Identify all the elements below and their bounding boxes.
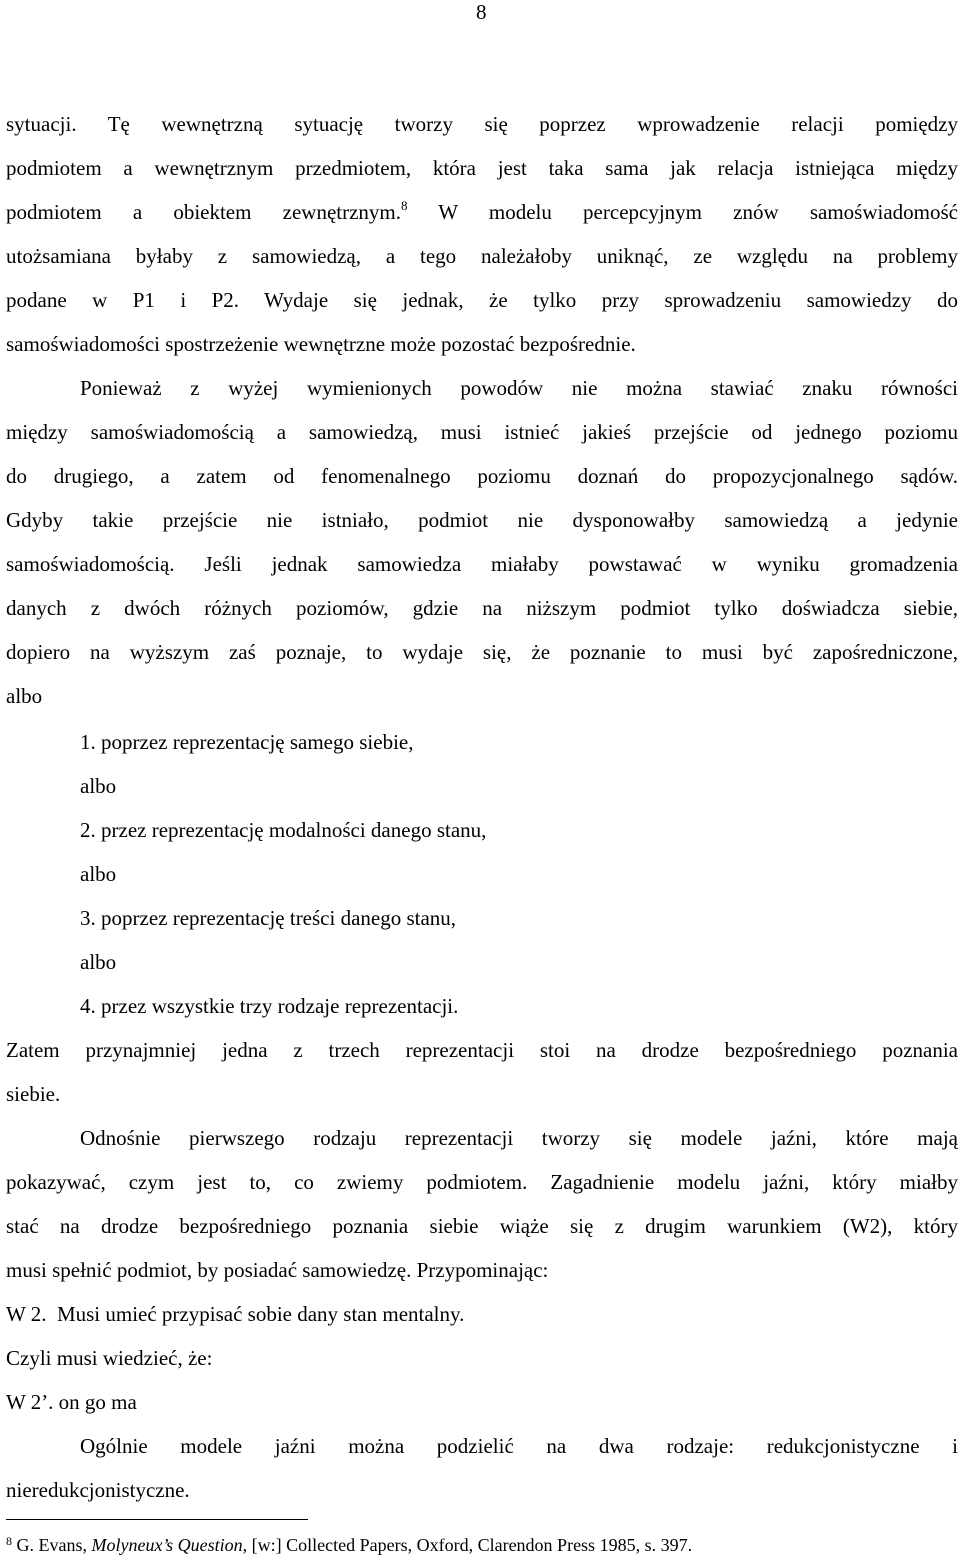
text-line: podmiotem a wewnętrznym przedmiotem, która jest taka sama jak relacja istniejąca między (6, 156, 958, 180)
text-segment: podmiotem a obiektem zewnętrznym. (6, 200, 401, 224)
text-line: pokazywać, czym jest to, co zwiemy podmiotem. Zagadnienie modelu jaźni, który miałby (6, 1170, 958, 1194)
list-connector: albo (80, 862, 117, 886)
text-line: danych z dwóch różnych poziomów, gdzie na niższym podmiot tylko doświadcza siebie, (6, 596, 958, 620)
list-item: 2. przez reprezentację modalności danego stanu, (80, 818, 487, 842)
text-line: samoświadomości spostrzeżenie wewnętrzne może pozostać bezpośrednie. (6, 332, 636, 356)
footnote-text: G. Evans, (12, 1535, 92, 1555)
text-line: Czyli musi wiedzieć, że: (6, 1346, 213, 1370)
list-connector: albo (80, 950, 117, 974)
condition-line: W 2’. on go ma (6, 1390, 137, 1414)
footnote-title: Molyneux’s Question (91, 1535, 243, 1555)
text-line: samoświadomością. Jeśli jednak samowiedza miałaby powstawać w wyniku gromadzenia (6, 552, 958, 576)
text-line: utożsamiana byłaby z samowiedzą, a tego należałoby uniknąć, ze względu na problemy (6, 244, 958, 268)
text-line: sytuacji. Tę wewnętrzną sytuację tworzy się poprzez wprowadzenie relacji pomiędzy (6, 112, 958, 136)
text-segment: W modelu percepcyjnym znów samoświadomość (407, 200, 958, 224)
text-line: do drugiego, a zatem od fenomenalnego poziomu doznań do propozycjonalnego sądów. (6, 464, 958, 488)
text-line: między samoświadomością a samowiedzą, musi istnieć jakieś przejście od jednego poziomu (6, 420, 958, 444)
page-number: 8 (476, 0, 487, 24)
text-line (6, 197, 958, 227)
text-line: albo (6, 684, 43, 708)
list-item: 1. poprzez reprezentację samego siebie, (80, 730, 414, 754)
list-item: 4. przez wszystkie trzy rodzaje reprezentacji. (80, 994, 459, 1018)
footnote (6, 1534, 692, 1556)
text-line: nieredukcjonistyczne. (6, 1478, 190, 1502)
paragraph-start-line: Ogólnie modele jaźni można podzielić na dwa rodzaje: redukcjonistyczne i (80, 1434, 958, 1458)
condition-line: W 2. Musi umieć przypisać sobie dany stan mentalny. (6, 1302, 465, 1326)
footnote-reference[interactable]: 8 (401, 198, 408, 213)
paragraph-start-line: Odnośnie pierwszego rodzaju reprezentacji tworzy się modele jaźni, które mają (80, 1126, 958, 1150)
footnote-marker: 8 (6, 1534, 12, 1548)
text-line: musi spełnić podmiot, by posiadać samowiedzę. Przypominając: (6, 1258, 549, 1282)
list-connector: albo (80, 774, 117, 798)
text-line: stać na drodze bezpośredniego poznania siebie wiąże się z drugim warunkiem (W2), który (6, 1214, 958, 1238)
paragraph-start-line: Ponieważ z wyżej wymienionych powodów nie można stawiać znaku równości (80, 376, 958, 400)
footnote-text: , [w:] Collected Papers, Oxford, Clarendon Press 1985, s. 397. (242, 1535, 693, 1555)
text-line: Gdyby takie przejście nie istniało, podmiot nie dysponowałby samowiedzą a jedynie (6, 508, 958, 532)
text-line: siebie. (6, 1082, 61, 1106)
text-line: dopiero na wyższym zaś poznaje, to wydaje się, że poznanie to musi być zapośredniczone, (6, 640, 958, 664)
text-line: podane w P1 i P2. Wydaje się jednak, że tylko przy sprowadzeniu samowiedzy do (6, 288, 958, 312)
list-item: 3. poprzez reprezentację treści danego stanu, (80, 906, 457, 930)
text-line: Zatem przynajmniej jedna z trzech reprezentacji stoi na drodze bezpośredniego poznania (6, 1038, 958, 1062)
footnote-separator (6, 1519, 308, 1520)
